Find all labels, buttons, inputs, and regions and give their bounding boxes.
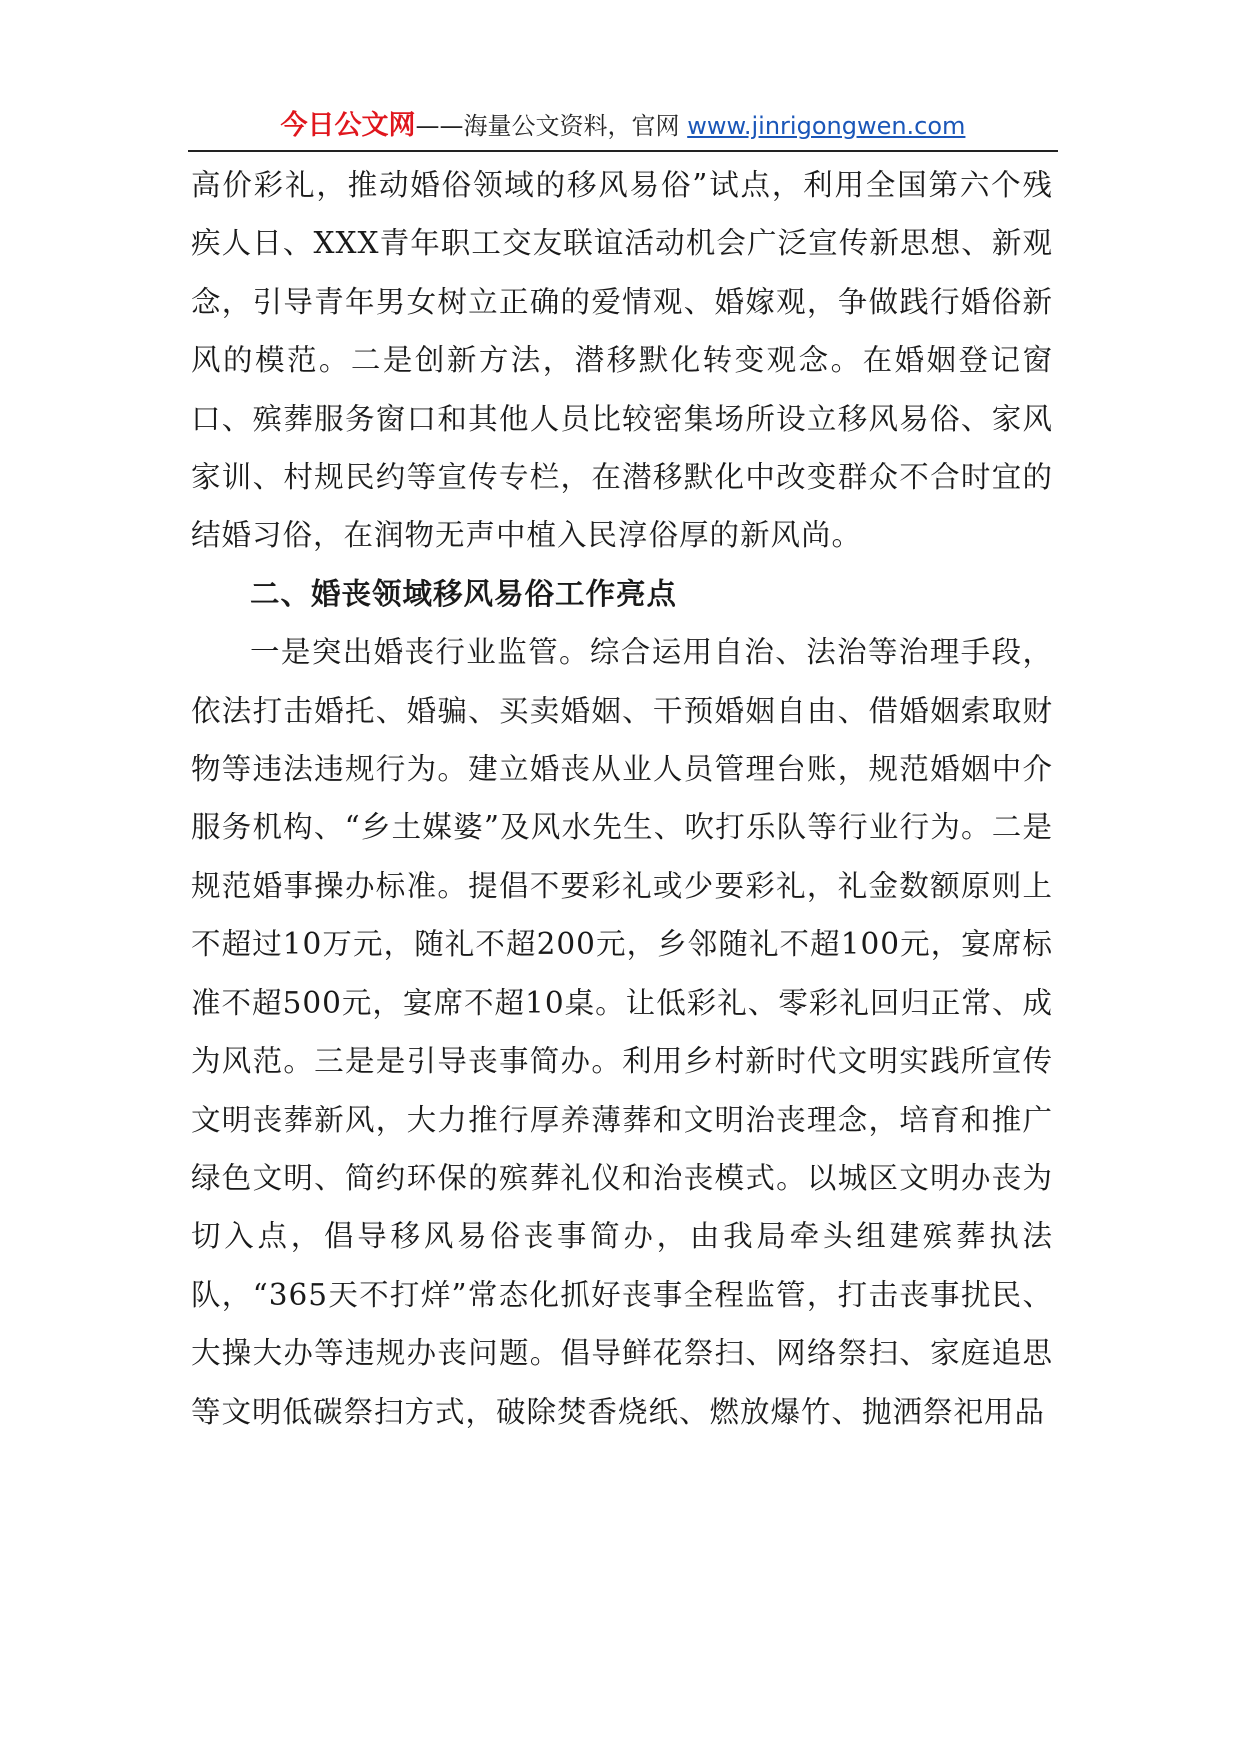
page-header: [188, 104, 1058, 152]
section-heading: 二、婚丧领域移风易俗工作亮点: [250, 576, 678, 611]
site-brand: 今日公文网: [280, 110, 416, 141]
document-body: [191, 156, 1053, 1441]
site-tagline: ——海量公文资料，官网: [415, 112, 680, 140]
paragraph-highlights: 一是突出婚丧行业监管。综合运用自治、法治等治理手段，依法打击婚托、婚骗、买卖婚姻、干预婚姻自由、借婚姻索取财物等违法违规行为。建立婚丧从业人员管理台账，规范婚姻中介服务机构、“乡土媒婆”及风水先生、吹打乐队等行业行为。二是规范婚事操办标准。提倡不要彩礼或少要彩礼，礼金数额原则上不超过10万元，随礼不超200元，乡邻随礼不超100元，宴席标准不超500元，宴席不超10桌。让低彩礼、零彩礼回归正常、成为风范。三是是引导丧事简办。利用乡村新时代文明实践所宣传文明丧葬新风，大力推行厚养薄葬和文明治丧理念，培育和推广绿色文明、简约环保的殡葬礼仪和治丧模式。以城区文明办丧为切入点，倡导移风易俗丧事简办，由我局牵头组建殡葬执法队，“365天不打烊”常态化抓好丧事全程监管，打击丧事扰民、大操大办等违规办丧问题。倡导鲜花祭扫、网络祭扫、家庭追思等文明低碳祭扫方式，破除焚香烧纸、燃放爆竹、抛洒祭祀用品: [191, 635, 1053, 1429]
paragraph-continuation: 高价彩礼，推动婚俗领域的移风易俗”试点，利用全国第六个残疾人日、XXX青年职工交友联谊活动机会广泛宣传新思想、新观念，引导青年男女树立正确的爱情观、婚嫁观，争做践行婚俗新风的模范。二是创新方法，潜移默化转变观念。在婚姻登记窗口、殡葬服务窗口和其他人员比较密集场所设立移风易俗、家风家训、村规民约等宣传专栏，在潜移默化中改变群众不合时宜的结婚习俗，在润物无声中植入民淳俗厚的新风尚。: [191, 168, 1053, 553]
header-divider: [188, 150, 1058, 152]
site-url-link[interactable]: www.jinrigongwen.com: [687, 112, 966, 140]
